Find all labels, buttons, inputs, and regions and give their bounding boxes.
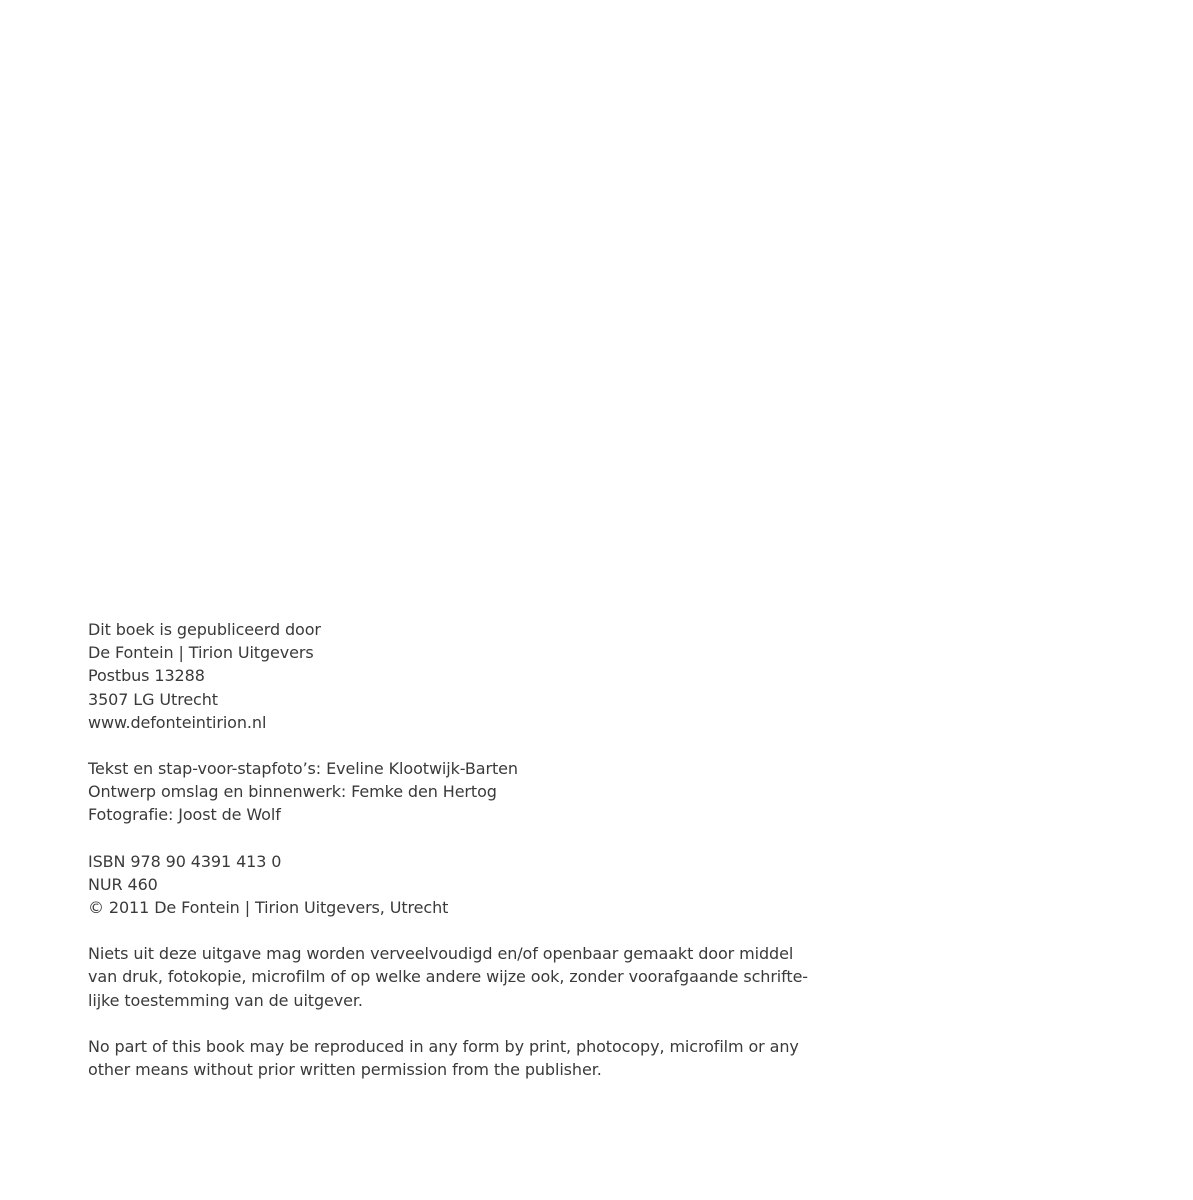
notice-line: other means without prior written permission from the publisher. <box>88 1060 602 1080</box>
nur: NUR 460 <box>88 874 158 894</box>
credits-block <box>88 757 908 827</box>
dutch-rights-notice <box>88 942 908 1012</box>
publisher-postbox: Postbus 13288 <box>88 666 205 686</box>
notice-line: lijke toestemming van de uitgever. <box>88 990 363 1010</box>
publisher-website: www.defonteintirion.nl <box>88 712 267 732</box>
publisher-line: Dit boek is gepubliceerd door <box>88 620 321 639</box>
publisher-name: De Fontein | Tirion Uitgevers <box>88 643 314 663</box>
credit-design: Ontwerp omslag en binnenwerk: Femke den Hertog <box>88 782 497 802</box>
notice-line: van druk, fotokopie, microfilm of op welke andere wijze ook, zonder voorafgaande schrifte- <box>88 967 808 987</box>
credit-photography: Fotografie: Joost de Wolf <box>88 805 281 825</box>
notice-line: No part of this book may be reproduced in any form by print, photocopy, microfilm or any <box>88 1036 799 1056</box>
english-rights-notice <box>88 1035 908 1081</box>
publisher-city: 3507 LG Utrecht <box>88 689 218 709</box>
colophon <box>88 618 908 1104</box>
isbn-block <box>88 850 908 920</box>
publisher-block <box>88 618 908 734</box>
copyright: © 2011 De Fontein | Tirion Uitgevers, Utrecht <box>88 898 449 918</box>
isbn: ISBN 978 90 4391 413 0 <box>88 851 282 871</box>
notice-line: Niets uit deze uitgave mag worden verveelvoudigd en/of openbaar gemaakt door middel <box>88 944 794 964</box>
credit-text-photos: Tekst en stap-voor-stapfoto’s: Eveline Klootwijk-Barten <box>88 759 518 779</box>
